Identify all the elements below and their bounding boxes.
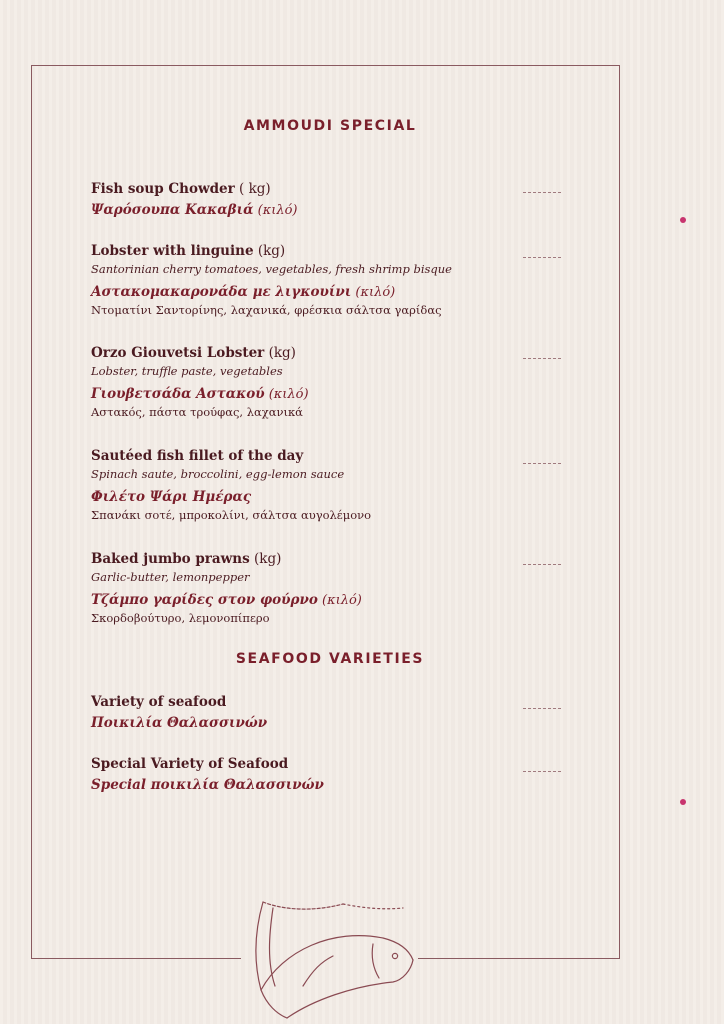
item-name: Orzo Giouvetsi Lobster xyxy=(91,345,265,361)
menu-item-orzo-giouvetsi xyxy=(91,342,511,422)
item-greek-name: Ποικιλία Θαλασσινών xyxy=(91,715,268,731)
price-placeholder xyxy=(523,358,561,359)
menu-frame-bottom-right xyxy=(418,958,620,959)
decor-dot-icon xyxy=(680,799,686,805)
item-greek-name: Τζάμπο γαρίδες στον φούρνο xyxy=(91,592,318,608)
item-greek-name: Ψαρόσουπα Κακαβιά xyxy=(91,202,254,218)
item-greek-name: Special ποικιλία Θαλασσινών xyxy=(91,777,324,793)
menu-frame-left xyxy=(31,65,32,959)
price-placeholder xyxy=(523,708,561,709)
item-greek-unit: (κιλό) xyxy=(253,203,298,218)
item-description: Garlic-butter, lemonpepper xyxy=(91,570,250,584)
item-name: Variety of seafood xyxy=(91,694,227,710)
fish-outline-icon xyxy=(243,890,418,1020)
item-unit: (kg) xyxy=(264,345,296,361)
item-greek-name: Γιουβετσάδα Αστακού xyxy=(91,386,265,402)
item-greek-name: Αστακομακαρονάδα με λιγκουίνι xyxy=(91,284,352,300)
item-name: Baked jumbo prawns xyxy=(91,551,250,567)
item-description: Santorinian cherry tomatoes, vegetables, fresh shrimp bisque xyxy=(91,262,452,276)
price-placeholder xyxy=(523,463,561,464)
item-greek-description: Σκορδοβούτυρο, λεμονοπίπερο xyxy=(91,611,270,625)
item-greek-unit: (κιλό) xyxy=(351,285,396,300)
menu-item-fish-fillet xyxy=(91,445,511,525)
section-title-ammoudi-special: AMMOUDI SPECIAL xyxy=(243,118,417,134)
menu-item-fish-soup xyxy=(91,178,511,218)
menu-frame-right xyxy=(619,65,620,959)
price-placeholder xyxy=(523,771,561,772)
menu-frame-top xyxy=(31,65,619,66)
price-placeholder xyxy=(523,192,561,193)
item-name: Sautéed fish fillet of the day xyxy=(91,448,304,464)
item-greek-name: Φιλέτο Ψάρι Ημέρας xyxy=(91,489,252,505)
menu-frame-bottom-left xyxy=(31,958,241,959)
item-greek-unit: (κιλό) xyxy=(317,593,362,608)
item-description: Spinach saute, broccolini, egg-lemon sauce xyxy=(91,467,345,481)
price-placeholder xyxy=(523,257,561,258)
price-placeholder xyxy=(523,564,561,565)
item-name: Lobster with linguine xyxy=(91,243,254,259)
menu-item-variety-seafood xyxy=(91,691,511,731)
item-greek-unit: (κιλό) xyxy=(264,387,309,402)
item-greek-description: Αστακός, πάστα τρούφας, λαχανικά xyxy=(91,405,303,419)
menu-item-jumbo-prawns xyxy=(91,548,511,628)
section-title-seafood-varieties: SEAFOOD VARIETIES xyxy=(235,651,425,667)
decor-dot-icon xyxy=(680,217,686,223)
menu-item-special-variety-seafood xyxy=(91,753,511,793)
item-description: Lobster, truffle paste, vegetables xyxy=(91,364,283,378)
item-unit: (kg) xyxy=(249,551,282,567)
item-name: Special Variety of Seafood xyxy=(91,756,289,772)
item-unit: ( kg) xyxy=(234,181,271,197)
item-greek-description: Ντοματίνι Σαντορίνης, λαχανικά, φρέσκια σάλτσα γαρίδας xyxy=(91,303,442,317)
menu-item-lobster-linguine xyxy=(91,240,511,320)
item-greek-description: Σπανάκι σοτέ, μπροκολίνι, σάλτσα αυγολέμονο xyxy=(91,508,372,522)
item-name: Fish soup Chowder xyxy=(91,181,235,197)
item-unit: (kg) xyxy=(253,243,286,259)
